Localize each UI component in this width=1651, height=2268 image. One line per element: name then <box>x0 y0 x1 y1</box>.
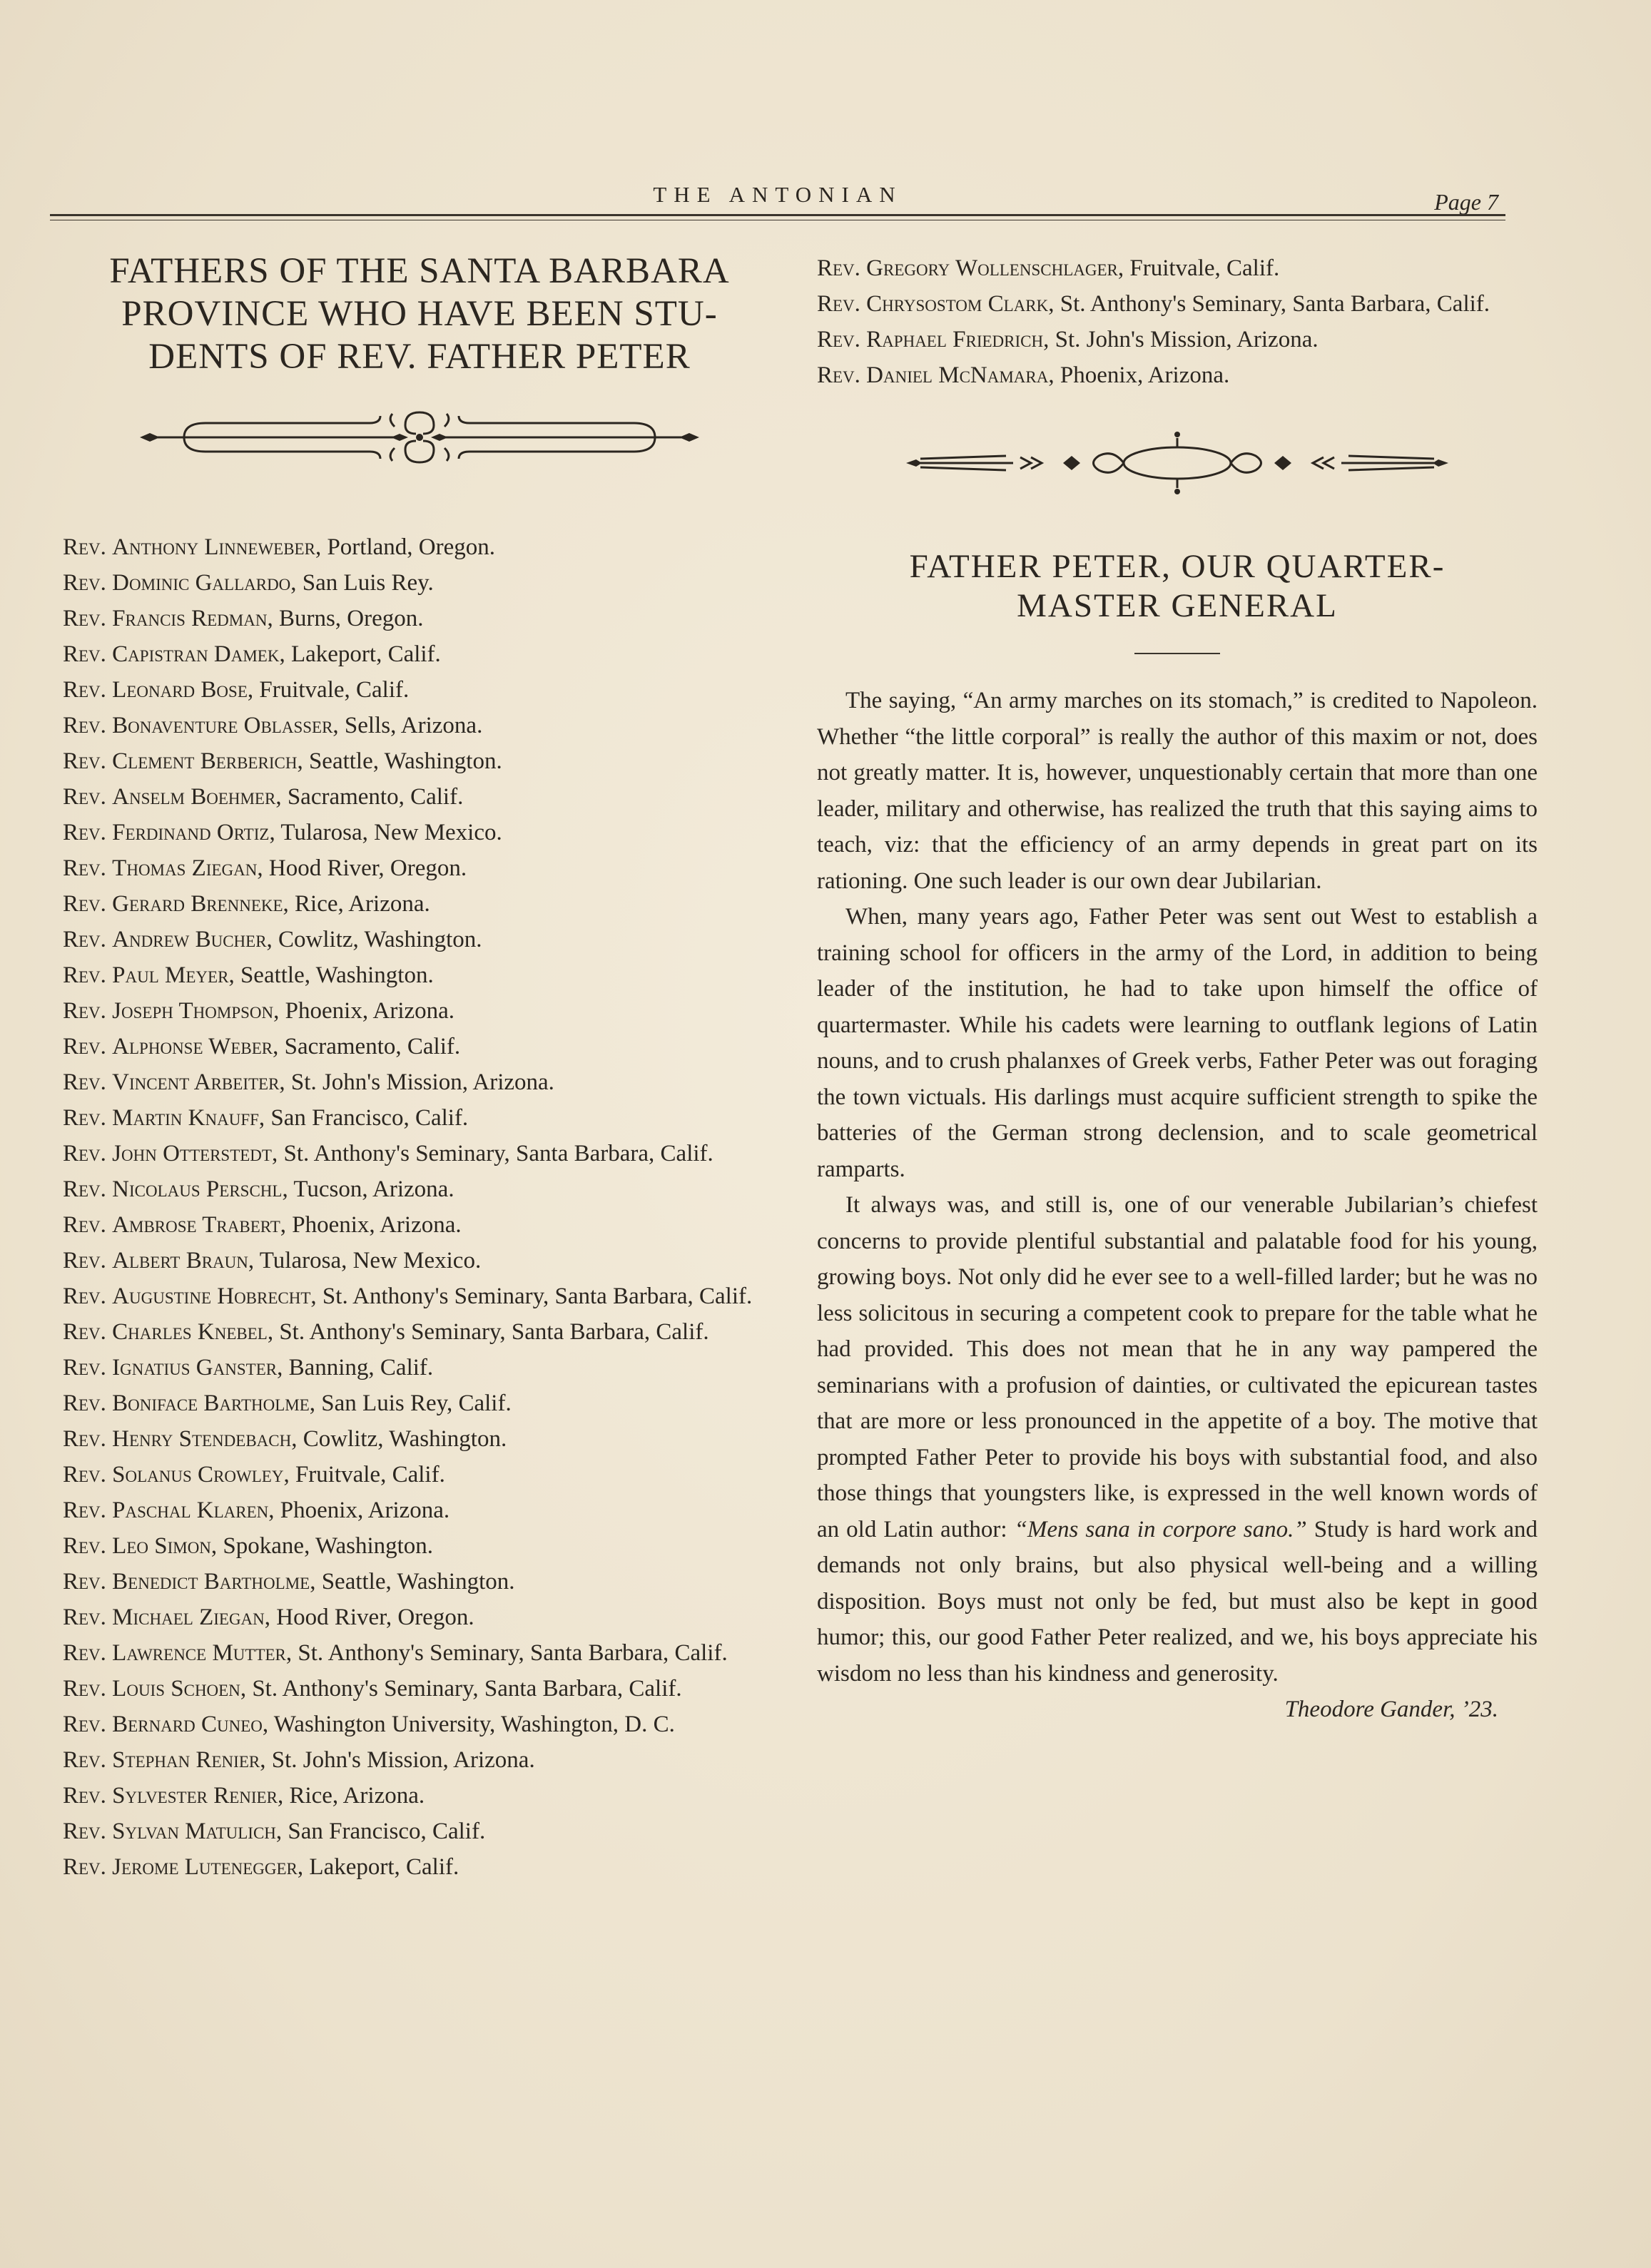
prefix: Rev. <box>63 927 106 952</box>
list-item: Rev. Solanus Crowley, Fruitvale, Calif. <box>63 1462 445 1488</box>
list-item: Rev. Dominic Gallardo, San Luis Rey. <box>63 570 434 596</box>
latin-quote: “Mens sana in corpore sano.” <box>1014 1516 1307 1542</box>
header-rule <box>50 214 1505 216</box>
person-name: Gerard Brenneke <box>112 891 283 917</box>
list-title-line: PROVINCE WHO HAVE BEEN STU- <box>121 294 718 334</box>
prefix: Rev. <box>63 1426 106 1452</box>
list-item: Rev. Nicolaus Perschl, Tucson, Arizona. <box>63 1176 454 1202</box>
place: Hood River, Oregon. <box>276 1605 474 1630</box>
prefix: Rev. <box>63 1212 106 1238</box>
person-name: Albert Braun <box>112 1248 248 1273</box>
place: Seattle, Washington. <box>321 1569 515 1595</box>
person-name: Daniel McNamara <box>866 362 1049 388</box>
person-name: Ignatius Ganster <box>112 1355 278 1380</box>
prefix: Rev. <box>63 1605 106 1630</box>
place: Lakeport, Calif. <box>290 641 441 667</box>
list-title <box>63 250 776 378</box>
place: Lakeport, Calif. <box>309 1854 459 1880</box>
list-item: Rev. Benedict Bartholme, Seattle, Washington. <box>63 1569 515 1595</box>
place: St. John's Mission, Arizona. <box>271 1747 535 1773</box>
article-body <box>817 683 1538 1692</box>
prefix: Rev. <box>63 570 106 596</box>
person-name: Solanus Crowley <box>112 1462 284 1488</box>
list-item: Rev. Paschal Klaren, Phoenix, Arizona. <box>63 1497 450 1523</box>
paragraph <box>817 1187 1538 1692</box>
place: San Luis Rey. <box>302 570 434 596</box>
place: Burns, Oregon. <box>278 606 424 631</box>
right-column <box>817 253 1538 1727</box>
person-name: Leonard Bose <box>112 677 248 703</box>
left-column <box>63 250 776 1888</box>
prefix: Rev. <box>63 1283 106 1309</box>
list-item: Rev. Capistran Damek, Lakeport, Calif. <box>63 641 441 667</box>
person-name: Sylvan Matulich <box>112 1819 276 1844</box>
place: Hood River, Oregon. <box>268 855 467 881</box>
students-list <box>63 532 776 1882</box>
prefix: Rev. <box>63 1248 106 1273</box>
person-name: Henry Stendebach <box>112 1426 292 1452</box>
list-item: Rev. Ferdinand Ortiz, Tularosa, New Mexico. <box>63 820 502 845</box>
prefix: Rev. <box>63 784 106 810</box>
prefix: Rev. <box>63 1676 106 1702</box>
place: St. Anthony's Seminary, Santa Barbara, Calif. <box>283 1141 713 1166</box>
prefix: Rev. <box>63 1176 106 1202</box>
person-name: Joseph Thompson <box>112 998 274 1024</box>
place: Fruitvale, Calif. <box>1129 255 1280 281</box>
list-item: Rev. Bernard Cuneo, Washington University, Washington, D. C. <box>63 1712 675 1737</box>
arrow-flourish-ornament-icon <box>906 427 1448 499</box>
person-name: Ferdinand Ortiz <box>112 820 270 845</box>
prefix: Rev. <box>63 1747 106 1773</box>
list-item: Rev. Lawrence Mutter, St. Anthony's Seminary, Santa Barbara, Calif. <box>63 1640 728 1666</box>
prefix: Rev. <box>63 641 106 667</box>
place: Sacramento, Calif. <box>287 784 464 810</box>
list-title-line: DENTS OF REV. FATHER PETER <box>148 337 691 377</box>
person-name: Francis Redman <box>112 606 268 631</box>
place: Tularosa, New Mexico. <box>280 820 502 845</box>
article-title-line: FATHER PETER, OUR QUARTER- <box>909 548 1446 585</box>
person-name: Leo Simon <box>112 1533 211 1559</box>
prefix: Rev. <box>63 677 106 703</box>
list-item: Rev. Paul Meyer, Seattle, Washington. <box>63 962 434 988</box>
list-title-line: FATHERS OF THE SANTA BARBARA <box>109 251 730 291</box>
place: Cowlitz, Washington. <box>278 927 482 952</box>
place: Banning, Calif. <box>288 1355 434 1380</box>
list-item: Rev. Raphael Friedrich, St. John's Mission, Arizona. <box>817 327 1319 352</box>
person-name: Nicolaus Perschl <box>112 1176 283 1202</box>
person-name: Vincent Arbeiter <box>112 1069 280 1095</box>
person-name: Augustine Hobrecht <box>112 1283 311 1309</box>
prefix: Rev. <box>63 998 106 1024</box>
prefix: Rev. <box>63 1819 106 1844</box>
person-name: Alphonse Weber <box>112 1034 273 1059</box>
place: St. Anthony's Seminary, Santa Barbara, Calif. <box>279 1319 709 1345</box>
place: Phoenix, Arizona. <box>285 998 455 1024</box>
place: Fruitvale, Calif. <box>259 677 410 703</box>
place: Phoenix, Arizona. <box>280 1497 450 1523</box>
list-item: Rev. Boniface Bartholme, San Luis Rey, Calif. <box>63 1390 512 1416</box>
masthead: THE ANTONIAN <box>653 182 903 207</box>
prefix: Rev. <box>63 1783 106 1809</box>
person-name: Lawrence Mutter <box>112 1640 286 1666</box>
list-item: Rev. Gregory Wollenschlager, Fruitvale, Calif. <box>817 255 1280 281</box>
prefix: Rev. <box>63 1497 106 1523</box>
list-item: Rev. Sylvan Matulich, San Francisco, Calif. <box>63 1819 486 1844</box>
place: Tucson, Arizona. <box>293 1176 454 1202</box>
prefix: Rev. <box>63 1533 106 1559</box>
prefix: Rev. <box>63 1569 106 1595</box>
prefix: Rev. <box>63 1390 106 1416</box>
person-name: Martin Knauff <box>112 1105 259 1131</box>
list-item: Rev. Sylvester Renier, Rice, Arizona. <box>63 1783 425 1809</box>
prefix: Rev. <box>817 362 860 388</box>
prefix: Rev. <box>63 606 106 631</box>
person-name: Sylvester Renier <box>112 1783 278 1809</box>
person-name: Jerome Lutenegger <box>112 1854 298 1880</box>
person-name: John Otterstedt <box>112 1141 272 1166</box>
person-name: Boniface Bartholme <box>112 1390 310 1416</box>
prefix: Rev. <box>63 1034 106 1059</box>
person-name: Thomas Ziegan <box>112 855 258 881</box>
place: Sacramento, Calif. <box>284 1034 461 1059</box>
list-item: Rev. Gerard Brenneke, Rice, Arizona. <box>63 891 430 917</box>
list-item: Rev. Francis Redman, Burns, Oregon. <box>63 606 424 631</box>
list-item: Rev. Bonaventure Oblasser, Sells, Arizona. <box>63 713 483 738</box>
person-name: Ambrose Trabert <box>112 1212 280 1238</box>
scroll-flourish-ornament-icon <box>134 398 705 477</box>
person-name: Anselm Boehmer <box>112 784 276 810</box>
prefix: Rev. <box>817 327 860 352</box>
paragraph: The saying, “An army marches on its stomach,” is credited to Napoleon. Whether “the little corporal” is really the author of this maxim or not, does not greatly matter. It is, however, unquestionably certain that more than one leader, military and otherwise, has realized the truth that this saying aims to teach, viz: that the efficiency of an army depends in great part on its rationing. One such leader is our own dear Jubilarian. <box>817 688 1538 894</box>
place: Cowlitz, Washington. <box>303 1426 507 1452</box>
person-name: Michael Ziegan <box>112 1605 265 1630</box>
article-title-line: MASTER GENERAL <box>1017 587 1338 624</box>
person-name: Clement Berberich <box>112 748 298 774</box>
prefix: Rev. <box>63 1069 106 1095</box>
list-item: Rev. Leo Simon, Spokane, Washington. <box>63 1533 434 1559</box>
place: Rice, Arizona. <box>289 1783 425 1809</box>
prefix: Rev. <box>63 820 106 845</box>
place: Portland, Oregon. <box>327 534 495 560</box>
list-item: Rev. Anthony Linneweber, Portland, Oregon. <box>63 534 495 560</box>
prefix: Rev. <box>63 1319 106 1345</box>
list-item: Rev. Anselm Boehmer, Sacramento, Calif. <box>63 784 464 810</box>
list-item: Rev. Andrew Bucher, Cowlitz, Washington. <box>63 927 482 952</box>
person-name: Paschal Klaren <box>112 1497 269 1523</box>
place: San Francisco, Calif. <box>270 1105 469 1131</box>
paragraph-text: Study is hard work and demands not only brains, but also physical well-being and a willing disposition. Boys must not only be fed, but must also be kept in good humor; this, our good Father Peter realized, and we, his boys appreciate his wisdom no less than his kindness and generosity. <box>817 1516 1538 1687</box>
place: Phoenix, Arizona. <box>292 1212 462 1238</box>
list-item: Rev. John Otterstedt, St. Anthony's Seminary, Santa Barbara, Calif. <box>63 1141 713 1166</box>
list-item: Rev. Vincent Arbeiter, St. John's Mission, Arizona. <box>63 1069 554 1095</box>
person-name: Andrew Bucher <box>112 927 267 952</box>
place: Spokane, Washington. <box>223 1533 434 1559</box>
person-name: Chrysostom Clark <box>866 291 1049 317</box>
list-item: Rev. Stephan Renier, St. John's Mission, Arizona. <box>63 1747 535 1773</box>
list-item: Rev. Ignatius Ganster, Banning, Calif. <box>63 1355 434 1380</box>
place: Rice, Arizona. <box>295 891 430 917</box>
prefix: Rev. <box>817 291 860 317</box>
person-name: Capistran Damek <box>112 641 280 667</box>
prefix: Rev. <box>63 1712 106 1737</box>
person-name: Gregory Wollenschlager <box>866 255 1118 281</box>
place: Seattle, Washington. <box>308 748 502 774</box>
author-signature: Theodore Gander, ’23. <box>1284 1697 1498 1722</box>
person-name: Stephan Renier <box>112 1747 260 1773</box>
person-name: Anthony Linneweber <box>112 534 315 560</box>
place: Tularosa, New Mexico. <box>259 1248 482 1273</box>
place: St. Anthony's Seminary, Santa Barbara, Calif. <box>1060 291 1490 317</box>
prefix: Rev. <box>63 534 106 560</box>
person-name: Charles Knebel <box>112 1319 268 1345</box>
paragraph-text: It always was, and still is, one of our venerable Jubilarian’s chiefest concerns to provide plentiful substantial and palatable food for his young, growing boys. Not only did he ever see to a well-filled larder; but he was no less solicitous in securing a competent cook to prepare for the table what he had provided. This does not mean that he in any way pampered the seminarians with a profusion of dainties, or cultivated the epicurean tastes that are more or less pronounced in the appetite of a boy. The motive that prompted Father Peter to provide his boys with substantial food, and also those things that youngsters like, is expressed in the well known words of an old Latin author: <box>817 1192 1538 1542</box>
place: San Francisco, Calif. <box>288 1819 486 1844</box>
prefix: Rev. <box>63 1462 106 1488</box>
person-name: Louis Schoen <box>112 1676 240 1702</box>
list-item: Rev. Charles Knebel, St. Anthony's Seminary, Santa Barbara, Calif. <box>63 1319 709 1345</box>
page-number: Page 7 <box>1434 189 1498 215</box>
place: St. John's Mission, Arizona. <box>290 1069 554 1095</box>
list-item: Rev. Leonard Bose, Fruitvale, Calif. <box>63 677 410 703</box>
list-item: Rev. Joseph Thompson, Phoenix, Arizona. <box>63 998 455 1024</box>
person-name: Paul Meyer <box>112 962 229 988</box>
prefix: Rev. <box>817 255 860 281</box>
list-item: Rev. Louis Schoen, St. Anthony's Seminary, Santa Barbara, Calif. <box>63 1676 682 1702</box>
article-title <box>817 547 1538 626</box>
list-item: Rev. Albert Braun, Tularosa, New Mexico. <box>63 1248 482 1273</box>
prefix: Rev. <box>63 1640 106 1666</box>
list-item: Rev. Augustine Hobrecht, St. Anthony's Seminary, Santa Barbara, Calif. <box>63 1283 753 1309</box>
list-item: Rev. Chrysostom Clark, St. Anthony's Seminary, Santa Barbara, Calif. <box>817 291 1490 317</box>
place: St. Anthony's Seminary, Santa Barbara, Calif. <box>322 1283 753 1309</box>
list-item: Rev. Thomas Ziegan, Hood River, Oregon. <box>63 855 467 881</box>
person-name: Dominic Gallardo <box>112 570 291 596</box>
title-divider <box>1134 653 1220 654</box>
place: Phoenix, Arizona. <box>1060 362 1230 388</box>
list-item: Rev. Henry Stendebach, Cowlitz, Washington. <box>63 1426 507 1452</box>
prefix: Rev. <box>63 1355 106 1380</box>
prefix: Rev. <box>63 962 106 988</box>
list-item: Rev. Ambrose Trabert, Phoenix, Arizona. <box>63 1212 462 1238</box>
prefix: Rev. <box>63 748 106 774</box>
list-item: Rev. Alphonse Weber, Sacramento, Calif. <box>63 1034 461 1059</box>
list-item: Rev. Clement Berberich, Seattle, Washington. <box>63 748 502 774</box>
students-list-continued <box>817 253 1538 390</box>
list-item: Rev. Michael Ziegan, Hood River, Oregon. <box>63 1605 474 1630</box>
list-item: Rev. Daniel McNamara, Phoenix, Arizona. <box>817 362 1230 388</box>
prefix: Rev. <box>63 713 106 738</box>
prefix: Rev. <box>63 1854 106 1880</box>
place: St. John's Mission, Arizona. <box>1055 327 1319 352</box>
prefix: Rev. <box>63 1105 106 1131</box>
place: Seattle, Washington. <box>240 962 434 988</box>
place: San Luis Rey, Calif. <box>321 1390 512 1416</box>
paragraph: When, many years ago, Father Peter was sent out West to establish a training school for officers in the army of the Lord, in addition to being leader of the institution, he had to take upon himself the office of quartermaster. While his cadets were learning to outflank legions of Latin nouns, and to crush phalanxes of Greek verbs, Father Peter was out foraging the town victuals. His darlings must acquire sufficient strength to spike the batteries of the German strong declension, and to scale geometrical ramparts. <box>817 904 1538 1182</box>
list-item: Rev. Martin Knauff, San Francisco, Calif. <box>63 1105 469 1131</box>
place: Washington University, Washington, D. C. <box>273 1712 675 1737</box>
prefix: Rev. <box>63 1141 106 1166</box>
person-name: Benedict Bartholme <box>112 1569 310 1595</box>
place: Sells, Arizona. <box>344 713 483 738</box>
prefix: Rev. <box>63 855 106 881</box>
place: Fruitvale, Calif. <box>295 1462 445 1488</box>
person-name: Bernard Cuneo <box>112 1712 263 1737</box>
person-name: Raphael Friedrich <box>866 327 1044 352</box>
place: St. Anthony's Seminary, Santa Barbara, Calif. <box>298 1640 728 1666</box>
person-name: Bonaventure Oblasser <box>112 713 333 738</box>
place: St. Anthony's Seminary, Santa Barbara, Calif. <box>252 1676 682 1702</box>
list-item: Rev. Jerome Lutenegger, Lakeport, Calif. <box>63 1854 459 1880</box>
prefix: Rev. <box>63 891 106 917</box>
page-header <box>50 182 1505 225</box>
